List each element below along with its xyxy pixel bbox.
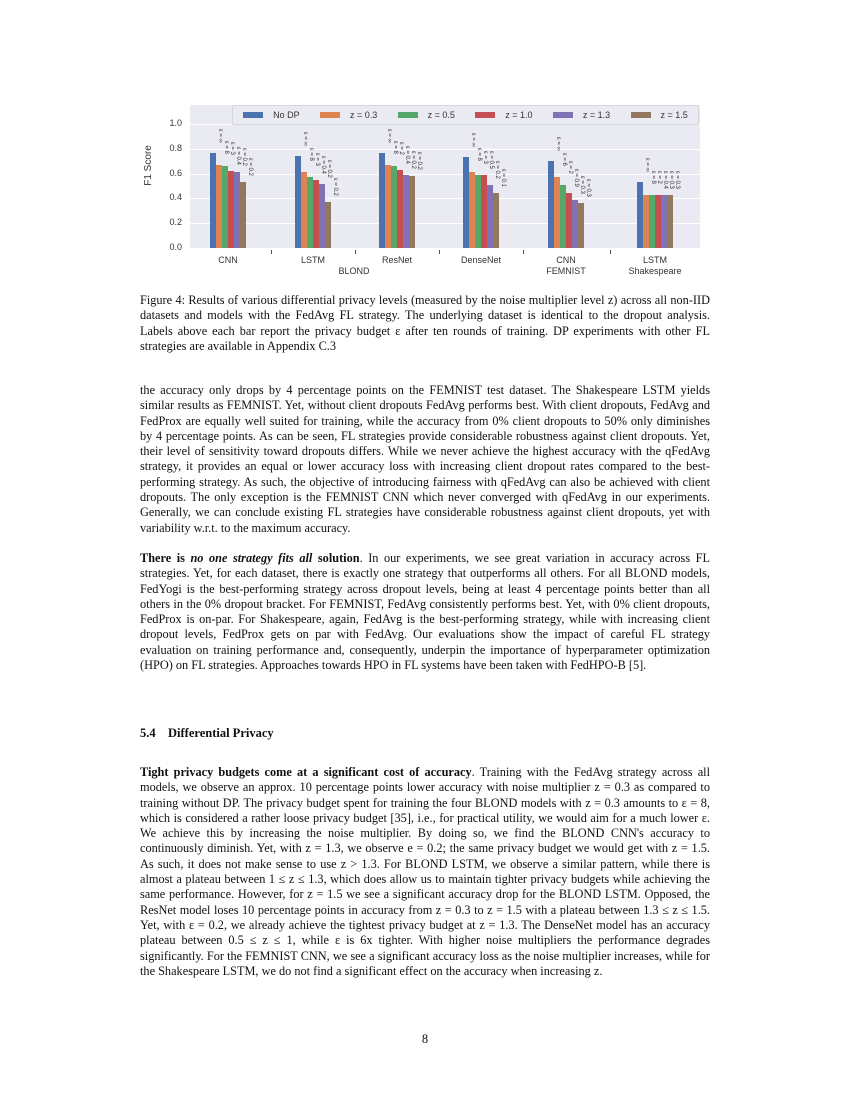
bar-epsilon-label: ε = 0.3 <box>674 170 680 189</box>
bar-epsilon-label: ε = 2 <box>656 170 662 184</box>
legend-label: z = 1.3 <box>582 110 611 120</box>
bar-epsilon-label: ε = 8 <box>392 140 398 154</box>
figure-caption: Figure 4: Results of various differential privacy levels (measured by the noise multiplier level z) across all non-IID datasets and models with the FedAvg FL strategy. The underlying dataset is identical to the dropout analysis. Labels above each bar report the privacy budget ε after ten rounds of training. DP experiments with other FL strategies are available in Appendix C.3 <box>140 293 710 353</box>
chart-legend <box>232 105 699 125</box>
legend-swatch <box>631 112 651 118</box>
bar-epsilon-label: ε = 0.3 <box>585 179 591 198</box>
legend-item <box>243 110 300 120</box>
bar-epsilon-label: ε = 8 <box>308 148 314 162</box>
bar-epsilon-label: ε = 8 <box>223 140 229 154</box>
x-tick-label: ResNet <box>381 255 412 265</box>
bar-epsilon-label: ε = 0.4 <box>662 170 668 189</box>
bar-epsilon-label: ε = ∞ <box>217 128 223 143</box>
legend-swatch <box>243 112 263 118</box>
paragraph-body: . Training with the FedAvg strategy across all models, we observe an approx. 10 percentage points lower accuracy with noise multiplier z = 0.3 as compared to training without DP. The privacy budget spent for training the four BLOND models with z = 0.3 amounts to ε = 8, which is considered a rather loose privacy budget [35], i.e., for practical utility, we would aim for a much lower ε. We achieve this by increasing the noise multiplier. By doing so, we find the BLOND CNN's accuracy to continuously diminish. Yet, with z = 1.3, we observe e = 0.2; the same privacy budget we would get with z = 1.5. As such, it does not make sense to use z > 1.3. For BLOND LSTM, we observe a similar pattern, while there is almost a plateau between 1 ≤ z ≤ 1.3, which does allow us to maintain tighter privacy budgets while achieving the same performance. However, for z = 1.5 we see a significant accuracy drop for the BLOND LSTM. Opposed, the ResNet model loses 10 percentage points in accuracy from z = 0.3 to z = 1.5 with a plateau between 1.3 ≤ z ≤ 1.5. Yet, with ε = 0.2, we already achieve the tightest privacy budget at z = 1.3. The DenseNet model has an accuracy plateau between 0.5 ≤ z ≤ 1, while ε is 6x tighter. With higher noise multipliers the performance degrades significantly. For the FEMNIST CNN, we see a significant accuracy loss as the noise multiplier increases, while for the Shakespeare LSTM, we do not find a significant effect on the accuracy when increasing z. <box>140 765 710 978</box>
bold-lead: There is <box>140 551 191 565</box>
bar-epsilon-label: ε = 3 <box>314 153 320 167</box>
bar-epsilon-label: ε = 0.2 <box>410 150 416 169</box>
bar-epsilon-label: ε = 0.4 <box>404 145 410 164</box>
bar-epsilon-label: ε = 0.5 <box>488 150 494 169</box>
gridline <box>190 198 700 199</box>
legend-label: No DP <box>273 110 300 120</box>
bar-epsilon-label: ε = ∞ <box>470 133 476 148</box>
bar-epsilon-label: ε = 6 <box>561 153 567 167</box>
bar <box>325 202 331 248</box>
legend-label: z = 1.5 <box>660 110 688 120</box>
legend-item <box>631 110 688 120</box>
paragraph-body: . In our experiments, we see great variation in accuracy across FL strategies. Yet, for each dataset, there is exactly one strategy that outperforms all others. For all BLOND models, FedYogi is the best-performing strategy across dropout levels, being at least 4 percentage points better than all others in the 0% dropout bracket. For FEMNIST, FedAvg consistently performs best. Yet, with 0% client dropouts, FedProx is on-par. For Shakespeare, again, FedAvg is the best-performing strategy, while with increasing client dropout levels, FedProx gets on par with FedAvg. Our evaluations show the impact of careful FL strategy evaluation on training performance and, consequently, underpin the importance of hyperparameter optimization (HPO) on FL strategies. Approaches towards HPO in FL systems have been taken with FedHPO-B [5]. <box>140 551 711 673</box>
y-tick-label: 0.0 <box>169 242 182 252</box>
legend-label: z = 1.0 <box>505 110 533 120</box>
x-tick-label: CNN FEMNIST <box>546 255 586 276</box>
paragraph-privacy-budgets <box>140 765 710 979</box>
bar-epsilon-label: ε = 8 <box>476 148 482 162</box>
legend-swatch <box>553 112 573 118</box>
gridline <box>190 223 700 224</box>
bar-epsilon-label: ε = ∞ <box>386 128 392 143</box>
bar-epsilon-label: ε = 3 <box>229 142 235 156</box>
bar <box>667 195 673 248</box>
group-separator <box>355 250 356 254</box>
group-separator <box>523 250 524 254</box>
legend-swatch <box>475 112 495 118</box>
figure-4-chart <box>140 100 710 282</box>
legend-item <box>398 110 455 120</box>
bar-epsilon-label: ε = 0.1 <box>500 169 506 188</box>
y-tick-label: 0.4 <box>169 192 182 203</box>
paragraph-no-one-strategy <box>140 551 710 673</box>
y-axis-label: F1 Score <box>142 145 154 186</box>
bar <box>578 203 584 248</box>
x-tick-label: LSTM Shakespeare <box>628 255 682 276</box>
y-tick-label: 0.8 <box>169 142 182 153</box>
bold-lead: Tight privacy budgets come at a significant cost of accuracy <box>140 765 472 779</box>
bar-epsilon-label: ε = 2 <box>398 142 404 156</box>
section-heading <box>140 726 274 741</box>
bold-italic-phrase: no one strategy fits all <box>190 551 313 565</box>
gridline <box>190 149 700 150</box>
bar-epsilon-label: ε = 0.4 <box>320 155 326 174</box>
bar <box>409 176 415 248</box>
page-number: 8 <box>421 1032 429 1046</box>
bar <box>240 182 246 248</box>
bar-epsilon-label: ε = 2 <box>567 160 573 174</box>
group-separator <box>271 250 272 254</box>
legend-item <box>320 110 377 120</box>
group-separator <box>439 250 440 254</box>
bar-epsilon-label: ε = 0.3 <box>579 175 585 194</box>
legend-item <box>475 110 532 120</box>
y-tick-label: 1.0 <box>169 118 182 128</box>
x-tick-label: DenseNet <box>460 255 502 265</box>
legend-item <box>553 110 610 120</box>
y-tick-label: 0.6 <box>169 167 182 178</box>
x-group-label-blond: BLOND <box>338 266 370 276</box>
x-tick-label: CNN <box>218 255 238 265</box>
section-title: Differential Privacy <box>168 726 274 740</box>
bar-epsilon-label: ε = ∞ <box>644 158 650 173</box>
plot-area <box>190 105 700 248</box>
bar-epsilon-label: ε = 0.3 <box>668 170 674 189</box>
bar-epsilon-label: ε = 0.2 <box>332 178 338 196</box>
bar-epsilon-label: ε = 0.2 <box>494 160 500 179</box>
legend-label: z = 0.5 <box>427 110 455 120</box>
paragraph-dropouts: the accuracy only drops by 4 percentage points on the FEMNIST test dataset. The Shakespeare LSTM yields similar results as FEMNIST. Yet, without client dropouts FedAvg performs best. With client dropouts, FedAvg and FedProx are equally well suited for training, while the accuracy from 0% client dropouts to 50% only diminishes by 4 percentage points. As can be seen, FL strategies provide considerable robustness against client dropouts. Yet, their level of sensitivity toward dropouts differs. While we never achieve the highest accuracy with the qFedAvg strategy, it provides an equal or lower accuracy loss with increasing client dropout rates compared to the best-performing strategy. As such, the objective of introducing fairness with qFedAvg can also be achieved with client dropouts. The only exception is the FEMNIST CNN which never converged with qFedAvg in our experiments. Generally, we can conclude existing FL strategies have considerable robustness against client dropouts, yet with variability w.r.t. to the maximum accuracy. <box>140 383 710 535</box>
bar-epsilon-label: ε = 0.9 <box>573 169 579 188</box>
bar <box>493 193 499 248</box>
bar-epsilon-label: ε = 0.4 <box>235 147 241 165</box>
bold-lead-end: solution <box>312 551 360 565</box>
legend-swatch <box>398 112 418 118</box>
bar-epsilon-label: ε = 8 <box>650 170 656 184</box>
y-tick-label: 0.2 <box>169 217 182 228</box>
group-separator <box>610 250 611 254</box>
bar-epsilon-label: ε = ∞ <box>555 137 561 151</box>
bar-epsilon-label: ε = 0.2 <box>241 148 247 167</box>
bar-epsilon-label: ε = 0.2 <box>326 159 332 178</box>
gridline <box>190 174 700 175</box>
bar-epsilon-label: ε = 0.2 <box>416 152 422 170</box>
bar-epsilon-label: ε = 3 <box>482 150 488 164</box>
legend-label: z = 0.3 <box>350 110 378 120</box>
bar-epsilon-label: ε = 0.2 <box>247 158 253 177</box>
legend-swatch <box>320 112 340 118</box>
x-tick-label: LSTM <box>300 255 325 265</box>
bar-epsilon-label: ε = ∞ <box>302 132 308 147</box>
section-number: 5.4 <box>140 726 156 740</box>
